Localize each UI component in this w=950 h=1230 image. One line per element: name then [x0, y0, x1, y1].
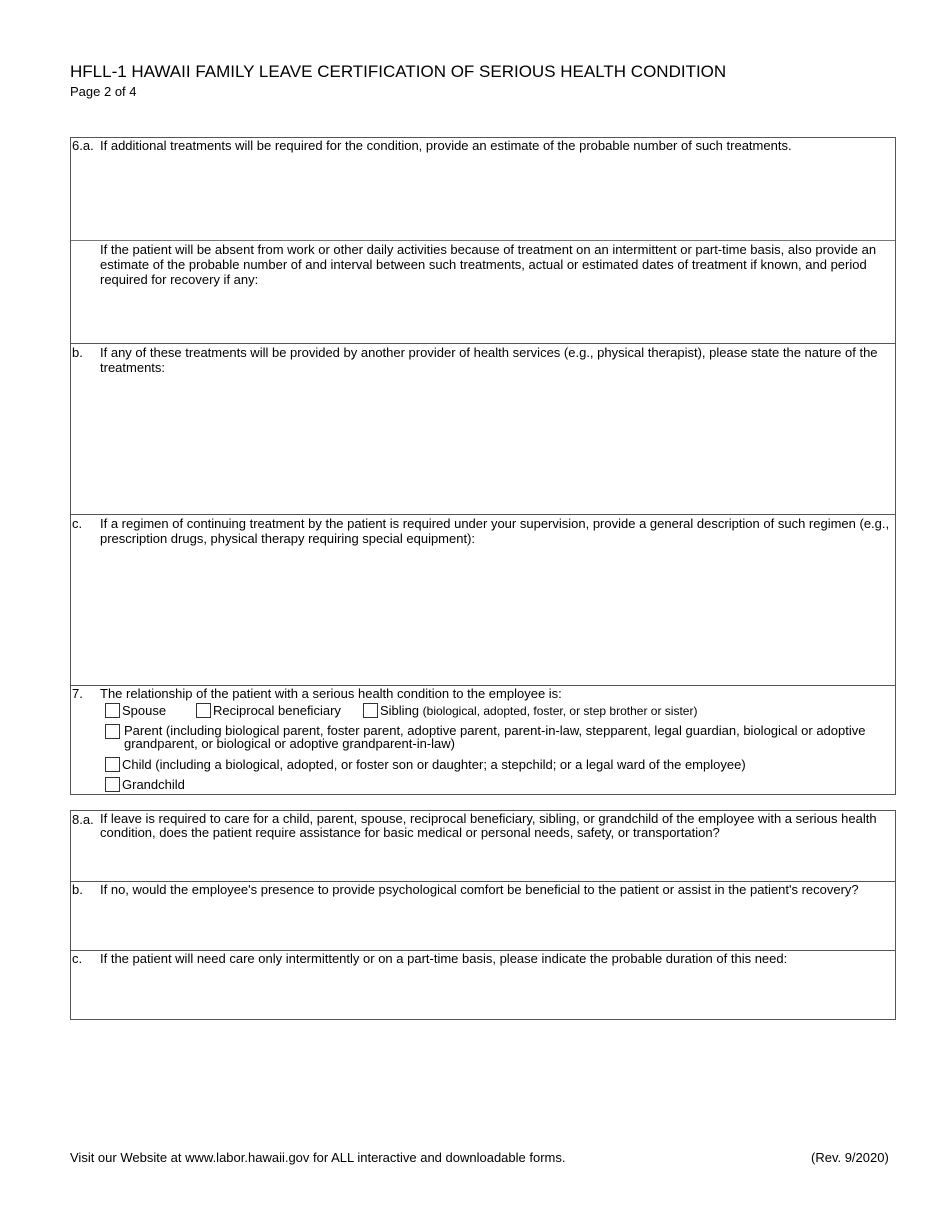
spouse-label: Spouse: [122, 703, 167, 718]
option-child[interactable]: [105, 757, 746, 772]
q8c-text: If the patient will need care only intermittently or on a part-time basis, please indicate the probable duration of this need:: [100, 951, 788, 966]
q8b-row[interactable]: [71, 881, 895, 951]
q6b-text: If any of these treatments will be provided by another provider of health services (e.g., physical therapist), please state the nature of the treatments:: [100, 345, 878, 375]
q6b-row[interactable]: [71, 343, 895, 514]
reciprocal-label: Reciprocal beneficiary: [213, 703, 341, 718]
option-reciprocal[interactable]: [196, 703, 341, 718]
section-6-7-box: [70, 137, 896, 795]
q8a-label: 8.a.: [72, 812, 94, 827]
q8a-row[interactable]: [71, 811, 895, 881]
q6a2-text: If the patient will be absent from work or other daily activities because of treatment on an intermittent or part-time basis, also provide an estimate of the probable number of and interval between such treatments, actual or estimated dates of treatment if known, and period required for recovery if any:: [100, 242, 877, 287]
q8a-text: If leave is required to care for a child, parent, spouse, reciprocal beneficiary, sibling, or grandchild of the employee with a serious health condition, does the patient require assistance for basic medical or personal needs, safety, or transportation?: [100, 811, 877, 840]
child-checkbox[interactable]: [105, 757, 120, 772]
website-footer: Visit our Website at www.labor.hawaii.gov for ALL interactive and downloadable forms.: [70, 1150, 566, 1165]
option-parent[interactable]: [105, 724, 885, 750]
q6a-row[interactable]: [71, 138, 895, 240]
sibling-checkbox[interactable]: [363, 703, 378, 718]
q6c-row[interactable]: [71, 514, 895, 685]
option-grandchild[interactable]: [105, 777, 185, 792]
q8b-text: If no, would the employee's presence to provide psychological comfort be beneficial to the patient or assist in the patient's recovery?: [100, 882, 859, 897]
q8b-label: b.: [72, 882, 83, 897]
spouse-checkbox[interactable]: [105, 703, 120, 718]
q6b-label: b.: [72, 345, 83, 360]
reciprocal-beneficiary-checkbox[interactable]: [196, 703, 211, 718]
q6a2-row[interactable]: [71, 240, 895, 344]
q6c-label: c.: [72, 516, 83, 531]
q6a-label: 6.a.: [72, 138, 94, 153]
option-sibling[interactable]: [363, 703, 697, 718]
revision-footer: (Rev. 9/2020): [811, 1150, 889, 1165]
parent-checkbox[interactable]: [105, 724, 120, 739]
option-spouse[interactable]: [105, 703, 166, 718]
q6c-text: If a regimen of continuing treatment by the patient is required under your supervision, provide a general description of such regimen (e.g., prescription drugs, physical therapy requiring special equipment):: [100, 516, 890, 546]
q7-row: [71, 685, 895, 796]
sibling-label: Sibling: [380, 703, 420, 718]
form-title: HFLL-1 HAWAII FAMILY LEAVE CERTIFICATION OF SERIOUS HEALTH CONDITION: [70, 62, 727, 81]
section-8-box: [70, 810, 896, 1020]
child-label: Child (including a biological, adopted, or foster son or daughter; a stepchild; or a legal ward of the employee): [122, 757, 746, 772]
grandchild-checkbox[interactable]: [105, 777, 120, 792]
q7-text: The relationship of the patient with a serious health condition to the employee is:: [100, 686, 562, 701]
q8c-label: c.: [72, 951, 83, 966]
q8c-row[interactable]: [71, 950, 895, 1021]
sibling-note: (biological, adopted, foster, or step brother or sister): [422, 704, 698, 718]
q7-label: 7.: [72, 686, 83, 701]
q6a-text: If additional treatments will be required for the condition, provide an estimate of the probable number of such treatments.: [100, 138, 792, 153]
grandchild-label: Grandchild: [122, 777, 185, 792]
parent-label: Parent (including biological parent, foster parent, adoptive parent, parent-in-law, stepparent, legal guardian, biological or adoptive grandparent, or biological or adoptive grandparent-in-law): [124, 723, 866, 751]
page-number: Page 2 of 4: [70, 84, 137, 99]
